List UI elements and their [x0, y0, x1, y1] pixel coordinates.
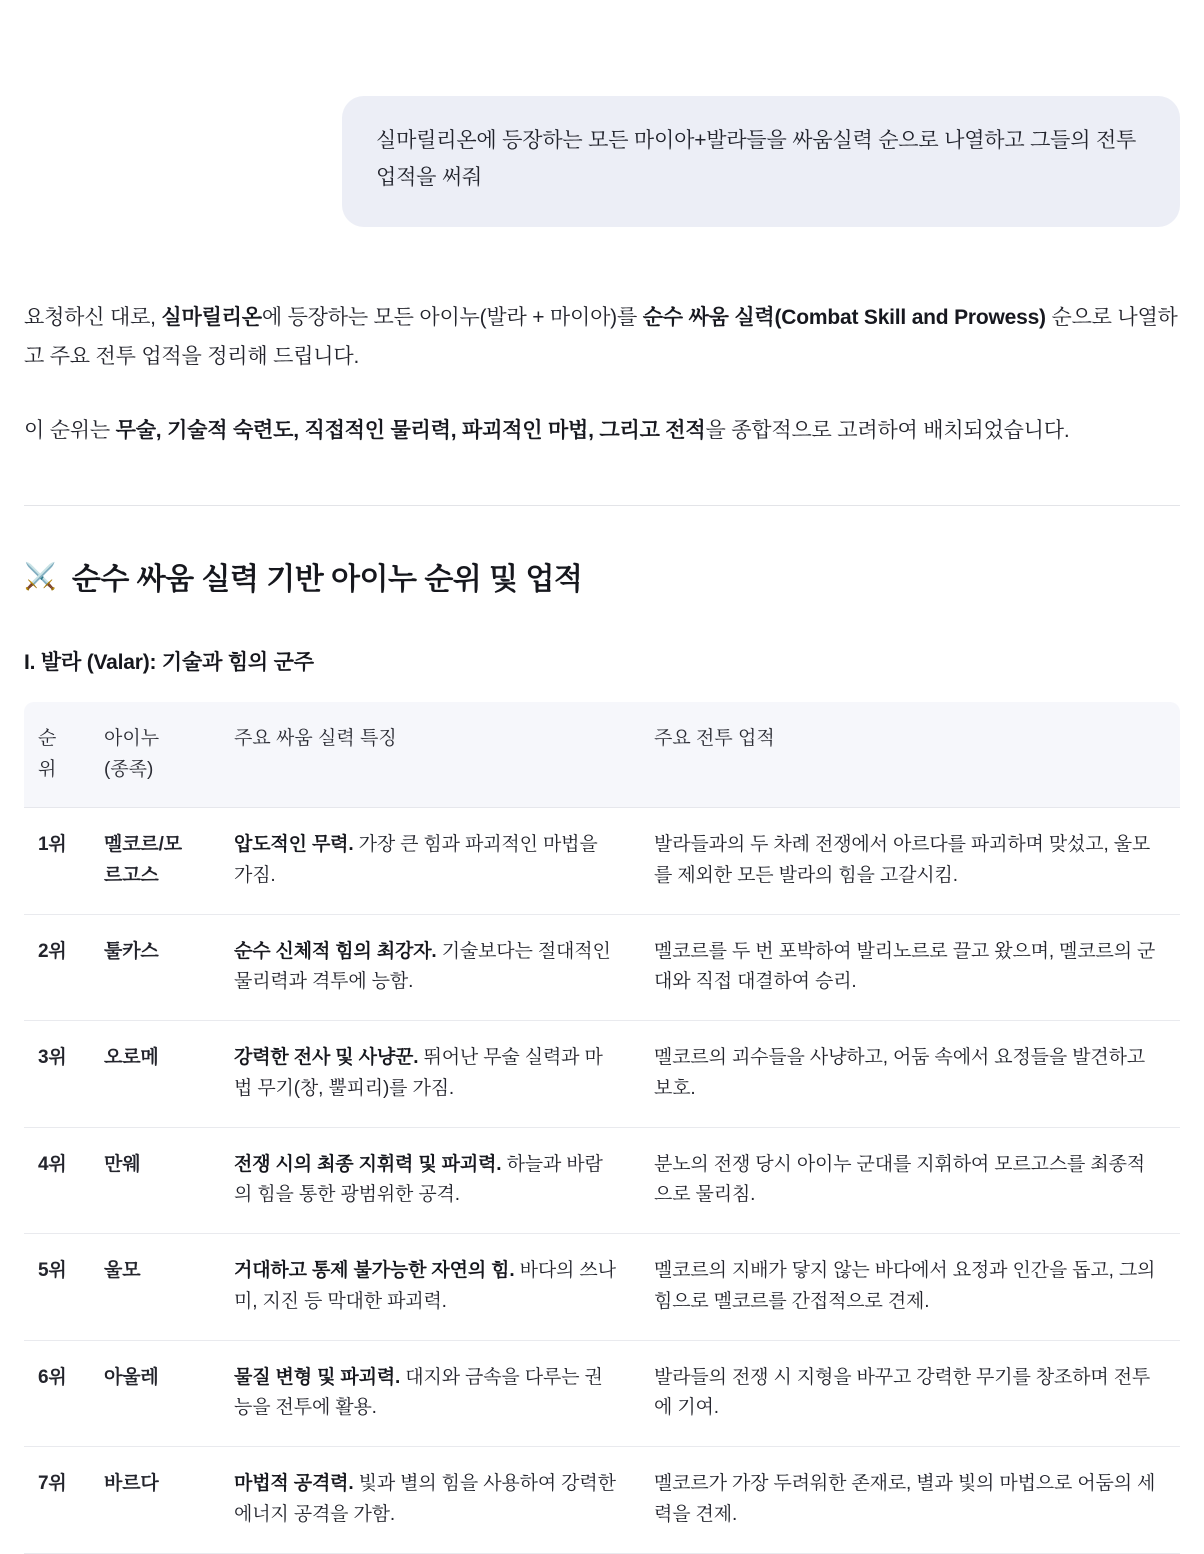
column-header-rank: 순위	[24, 702, 86, 807]
cell-rank: 1위	[24, 808, 86, 915]
cell-name: 만웨	[86, 1127, 216, 1234]
table-row	[24, 1447, 1180, 1554]
table-row	[24, 1127, 1180, 1234]
user-message-row	[24, 0, 1180, 227]
table-row	[24, 1340, 1180, 1447]
cell-trait-rest: 빛과 별의 힘을 사용하여 강력한 에너지 공격을 가함.	[234, 1473, 616, 1526]
cell-trait	[216, 1127, 636, 1234]
cell-feat: 멜코르를 두 번 포박하여 발리노르로 끌고 왔으며, 멜코르의 군대와 직접 대결하여 승리.	[636, 914, 1180, 1021]
intro-p2-bold-1: 무술, 기술적 숙련도, 직접적인 물리력, 파괴적인 마법, 그리고 전적	[115, 419, 706, 443]
cell-trait	[216, 1447, 636, 1554]
section-heading	[24, 506, 1180, 598]
cell-trait-bold: 거대하고 통제 불가능한 자연의 힘.	[234, 1260, 515, 1282]
intro-paragraph-1	[24, 227, 1180, 377]
cell-rank: 3위	[24, 1021, 86, 1128]
cell-feat: 분노의 전쟁 당시 아이누 군대를 지휘하여 모르고스를 최종적으로 물리침.	[636, 1127, 1180, 1234]
cell-feat: 발라들의 전쟁 시 지형을 바꾸고 강력한 무기를 창조하며 전투에 기여.	[636, 1340, 1180, 1447]
cell-feat: 발라들과의 두 차례 전쟁에서 아르다를 파괴하며 맞섰고, 울모를 제외한 모든 발라의 힘을 고갈시킴.	[636, 808, 1180, 915]
column-header-name-line1: 아이누	[104, 728, 160, 750]
user-prompt-bubble: 실마릴리온에 등장하는 모든 마이아+발라들을 싸움실력 순으로 나열하고 그들의 전투 업적을 써줘	[342, 96, 1180, 227]
section-heading-text: 순수 싸움 실력 기반 아이누 순위 및 업적	[71, 563, 583, 597]
cell-name: 멜코르/모르고스	[86, 808, 216, 915]
cell-trait-rest: 기술보다는 절대적인 물리력과 격투에 능함.	[234, 940, 611, 993]
intro-p1-bold-2: 순수 싸움 실력(Combat Skill and Prowess)	[642, 305, 1046, 329]
cell-trait	[216, 1234, 636, 1341]
cell-rank: 6위	[24, 1340, 86, 1447]
column-header-feat: 주요 전투 업적	[636, 702, 1180, 807]
cell-trait-bold: 강력한 전사 및 사냥꾼.	[234, 1047, 419, 1069]
cell-rank: 4위	[24, 1127, 86, 1234]
table-row	[24, 808, 1180, 915]
column-header-trait: 주요 싸움 실력 특징	[216, 702, 636, 807]
cell-name: 아울레	[86, 1340, 216, 1447]
table-row	[24, 1234, 1180, 1341]
cell-trait-bold: 순수 신체적 힘의 최강자.	[234, 940, 437, 962]
cell-trait	[216, 914, 636, 1021]
cell-feat: 멜코르의 괴수들을 사냥하고, 어둠 속에서 요정들을 발견하고 보호.	[636, 1021, 1180, 1128]
cell-name: 바르다	[86, 1447, 216, 1554]
column-header-name	[86, 702, 216, 807]
intro-p1-post: 순으로 나열하고 주요 전투 업적을 정리해 드립니다.	[24, 305, 1178, 368]
cell-name: 울모	[86, 1234, 216, 1341]
intro-p1-bold-1: 실마릴리온	[161, 305, 262, 329]
table-body	[24, 808, 1180, 1554]
cell-trait	[216, 808, 636, 915]
column-header-name-line2: (종족)	[104, 758, 154, 780]
cell-trait-rest: 대지와 금속을 다루는 권능을 전투에 활용.	[234, 1366, 603, 1419]
intro-p2-pre: 이 순위는	[24, 419, 116, 443]
cell-rank: 7위	[24, 1447, 86, 1554]
cell-rank: 5위	[24, 1234, 86, 1341]
table-row	[24, 914, 1180, 1021]
cell-feat: 멜코르의 지배가 닿지 않는 바다에서 요정과 인간을 돕고, 그의 힘으로 멜코르를 간접적으로 견제.	[636, 1234, 1180, 1341]
cell-trait-bold: 마법적 공격력.	[234, 1473, 354, 1495]
cell-trait	[216, 1340, 636, 1447]
intro-p1-pre: 요청하신 대로,	[24, 305, 162, 329]
intro-paragraph-2	[24, 376, 1180, 451]
cell-trait-rest: 뛰어난 무술 실력과 마법 무기(창, 뿔피리)를 가짐.	[234, 1047, 603, 1099]
cell-trait-rest: 가장 큰 힘과 파괴적인 마법을 가짐.	[234, 834, 598, 886]
table-header	[24, 702, 1180, 807]
cell-name: 툴카스	[86, 914, 216, 1021]
cell-rank: 2위	[24, 914, 86, 1021]
cell-trait-bold: 물질 변형 및 파괴력.	[234, 1366, 401, 1388]
cell-name: 오로메	[86, 1021, 216, 1128]
crossed-swords-icon: ⚔️	[24, 561, 56, 592]
cell-trait-bold: 전쟁 시의 최종 지휘력 및 파괴력.	[234, 1153, 502, 1175]
cell-trait	[216, 1021, 636, 1128]
cell-trait-rest: 바다의 쓰나미, 지진 등 막대한 파괴력.	[234, 1260, 616, 1312]
valar-ranking-table	[24, 702, 1180, 1554]
table-header-row	[24, 702, 1180, 807]
cell-feat: 멜코르가 가장 두려워한 존재로, 별과 빛의 마법으로 어둠의 세력을 견제.	[636, 1447, 1180, 1554]
intro-p2-post: 을 종합적으로 고려하여 배치되었습니다.	[705, 419, 1070, 443]
intro-p1-mid: 에 등장하는 모든 아이누(발라 + 마이아)를	[261, 305, 643, 329]
cell-trait-bold: 압도적인 무력.	[234, 834, 354, 856]
cell-trait-rest: 하늘과 바람의 힘을 통한 광범위한 공격.	[234, 1153, 603, 1206]
subsection-heading: I. 발라 (Valar): 기술과 힘의 군주	[24, 651, 314, 675]
table-row	[24, 1021, 1180, 1128]
